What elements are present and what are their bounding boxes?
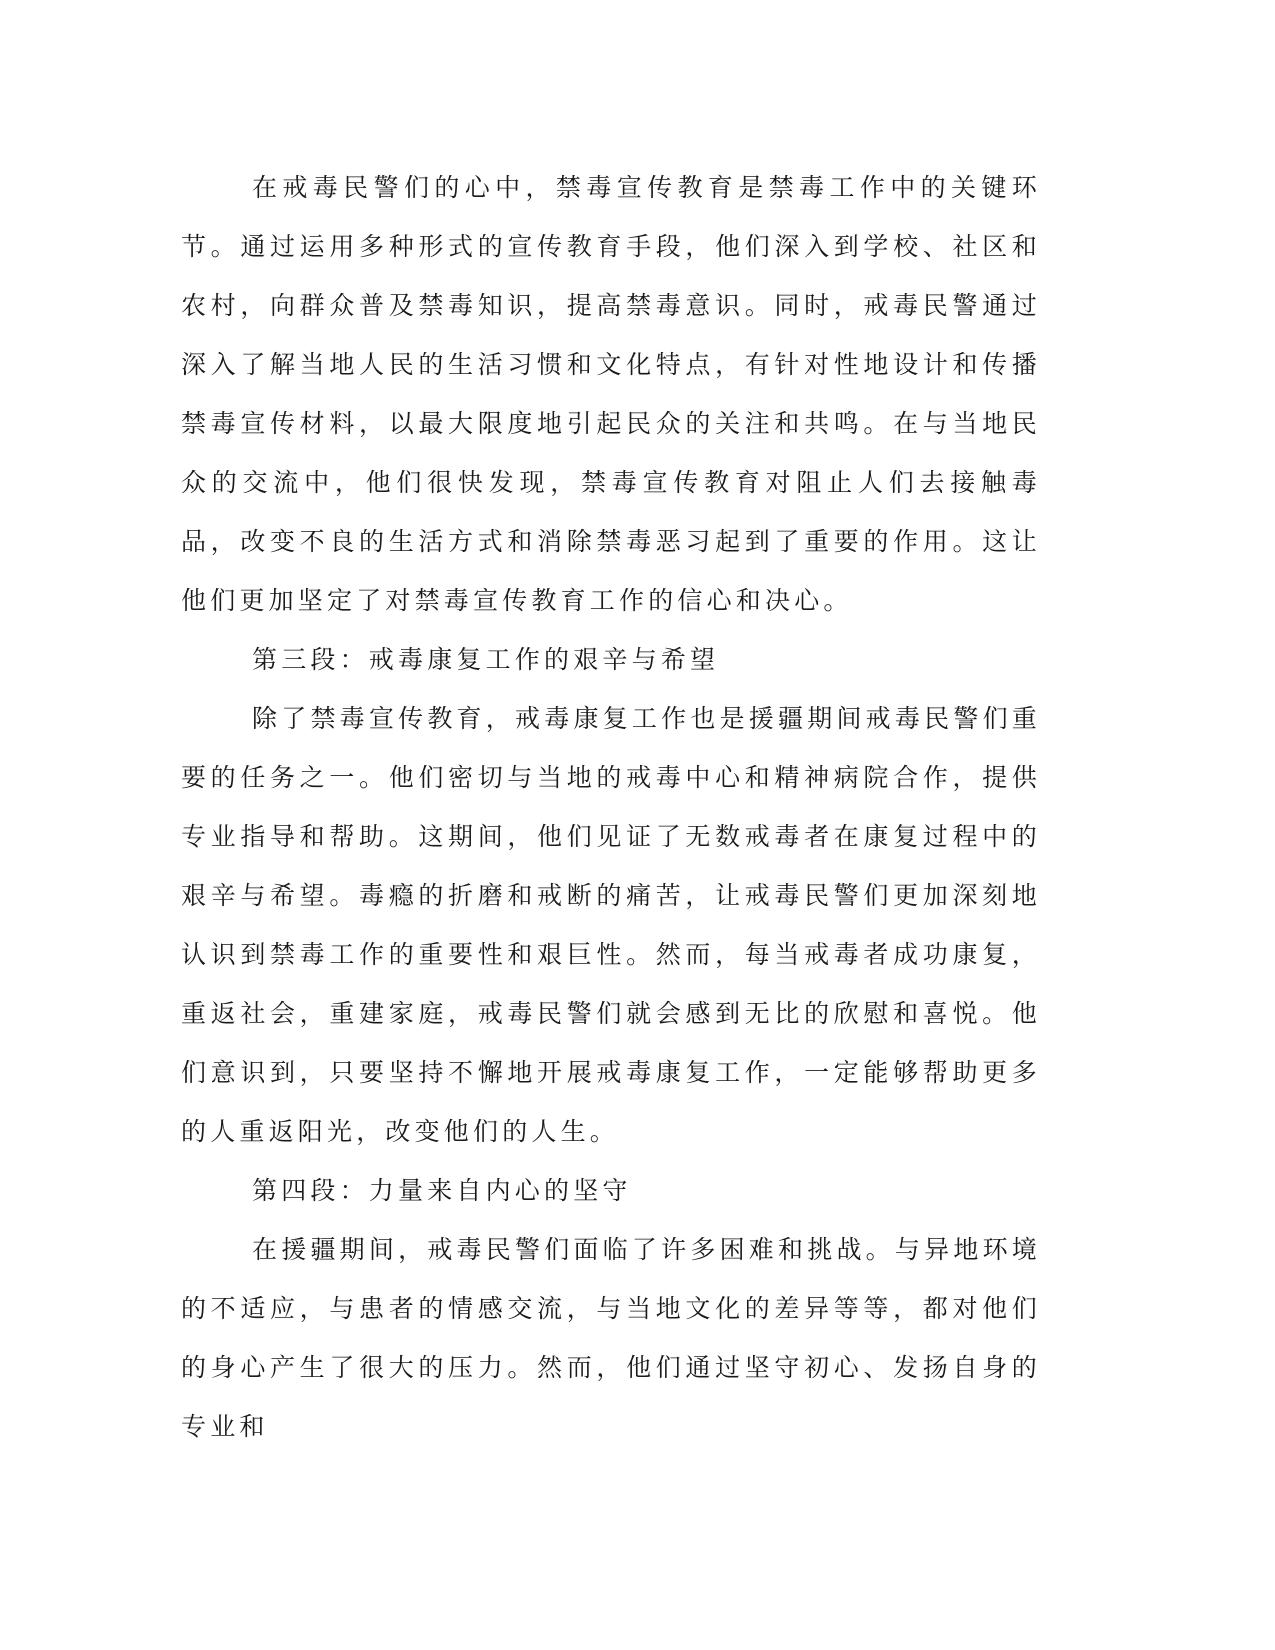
paragraph-inner-strength: 在援疆期间，戒毒民警们面临了许多困难和挑战。与异地环境的不适应，与患者的情感交流，与当地文化的差异等等，都对他们的身心产生了很大的压力。然而，他们通过坚守初心、发扬自身的专业和 [181, 1235, 1041, 1441]
section-heading-4: 第四段：力量来自内心的坚守 [252, 1176, 632, 1205]
document-body [181, 158, 1041, 1456]
paragraph-propaganda-education: 在戒毒民警们的心中，禁毒宣传教育是禁毒工作中的关键环节。通过运用多种形式的宣传教育手段，他们深入到学校、社区和农村，向群众普及禁毒知识，提高禁毒意识。同时，戒毒民警通过深入了解当地人民的生活习惯和文化特点，有针对性地设计和传播禁毒宣传材料，以最大限度地引起民众的关注和共鸣。在与当地民众的交流中，他们很快发现，禁毒宣传教育对阻止人们去接触毒品，改变不良的生活方式和消除禁毒恶习起到了重要的作用。这让他们更加坚定了对禁毒宣传教育工作的信心和决心。 [181, 173, 1041, 615]
paragraph-rehabilitation-work: 除了禁毒宣传教育，戒毒康复工作也是援疆期间戒毒民警们重要的任务之一。他们密切与当地的戒毒中心和精神病院合作，提供专业指导和帮助。这期间，他们见证了无数戒毒者在康复过程中的艰辛与希望。毒瘾的折磨和戒断的痛苦，让戒毒民警们更加深刻地认识到禁毒工作的重要性和艰巨性。然而，每当戒毒者成功康复，重返社会，重建家庭，戒毒民警们就会感到无比的欣慰和喜悦。他们意识到，只要坚持不懈地开展戒毒康复工作，一定能够帮助更多的人重返阳光，改变他们的人生。 [181, 704, 1041, 1146]
section-heading-3: 第三段：戒毒康复工作的艰辛与希望 [252, 645, 720, 674]
